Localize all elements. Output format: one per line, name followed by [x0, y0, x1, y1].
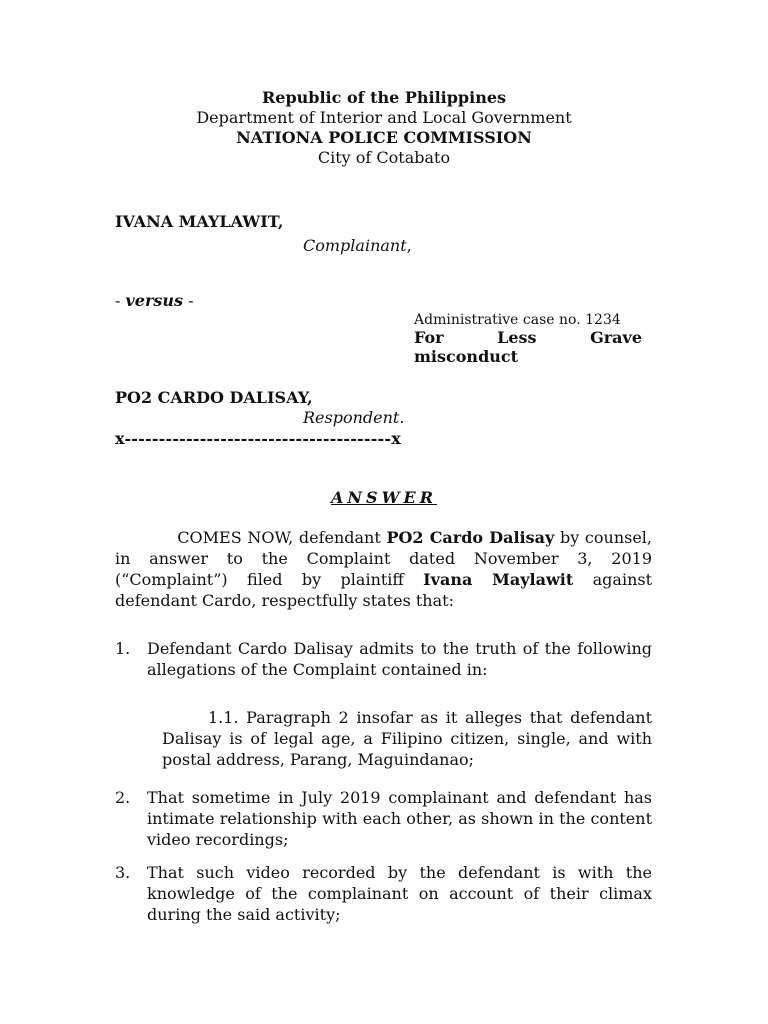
caption-separator: x---------------------------------------x: [115, 429, 401, 448]
intro-text-1: COMES NOW, defendant: [115, 528, 387, 547]
intro-paragraph: [115, 527, 652, 611]
intro-text-2: by counsel, in answer to the Complaint dated November 3, 2019 (“Complaint”) filed by plaintiff: [115, 528, 653, 589]
versus-word: versus: [125, 291, 184, 310]
case-nature-line2: misconduct: [414, 347, 519, 366]
respondent-name: PO2 CARDO DALISAY,: [115, 388, 313, 407]
subitem-1-1-body: Paragraph 2 insofar as it alleges that defendant Dalisay is of legal age, a Filipino citizen, single, and with postal address, Parang, Maguindanao;: [162, 708, 652, 769]
item-1-number: 1.: [115, 639, 131, 658]
complainant-role-label: Complainant: [303, 236, 407, 255]
item-3-text: That such video recorded by the defendant is with the knowledge of the complainant on account of their climax during the said activity;: [147, 863, 652, 924]
item-2-number: 2.: [115, 788, 131, 807]
versus-line: [115, 291, 194, 311]
header-city: City of Cotabato: [317, 148, 451, 167]
header-commission: NATIONA POLICE COMMISSION: [236, 128, 532, 147]
versus-dash-left: -: [115, 291, 126, 310]
intro-defendant-name: PO2 Cardo Dalisay: [386, 528, 555, 547]
intro-plaintiff-name: Ivana Maylawit: [423, 570, 574, 589]
subitem-1-1-number: 1.1.: [208, 708, 239, 727]
complainant-role-comma: ,: [406, 236, 412, 255]
header-republic: Republic of the Philippines: [261, 88, 507, 107]
document-title: ANSWER: [330, 488, 438, 507]
intro-text-3: against defendant Cardo, respectfully states that:: [115, 570, 653, 610]
complainant-role: [303, 236, 412, 256]
item-1-text: Defendant Cardo Dalisay admits to the truth of the following allegations of the Complaint contained in:: [147, 639, 652, 679]
versus-dash-right: -: [183, 291, 194, 310]
subitem-1-1-text: [162, 707, 652, 770]
header-department: Department of Interior and Local Government: [196, 108, 572, 127]
item-2-text: That sometime in July 2019 complainant and defendant has intimate relationship with each other, as shown in the content video recordings;: [147, 788, 652, 849]
case-nature-line1: For Less Grave: [414, 328, 642, 347]
item-3-number: 3.: [115, 863, 131, 882]
case-number: Administrative case no. 1234: [414, 312, 621, 328]
complainant-name: IVANA MAYLAWIT,: [115, 212, 284, 231]
respondent-role: Respondent.: [303, 408, 405, 427]
